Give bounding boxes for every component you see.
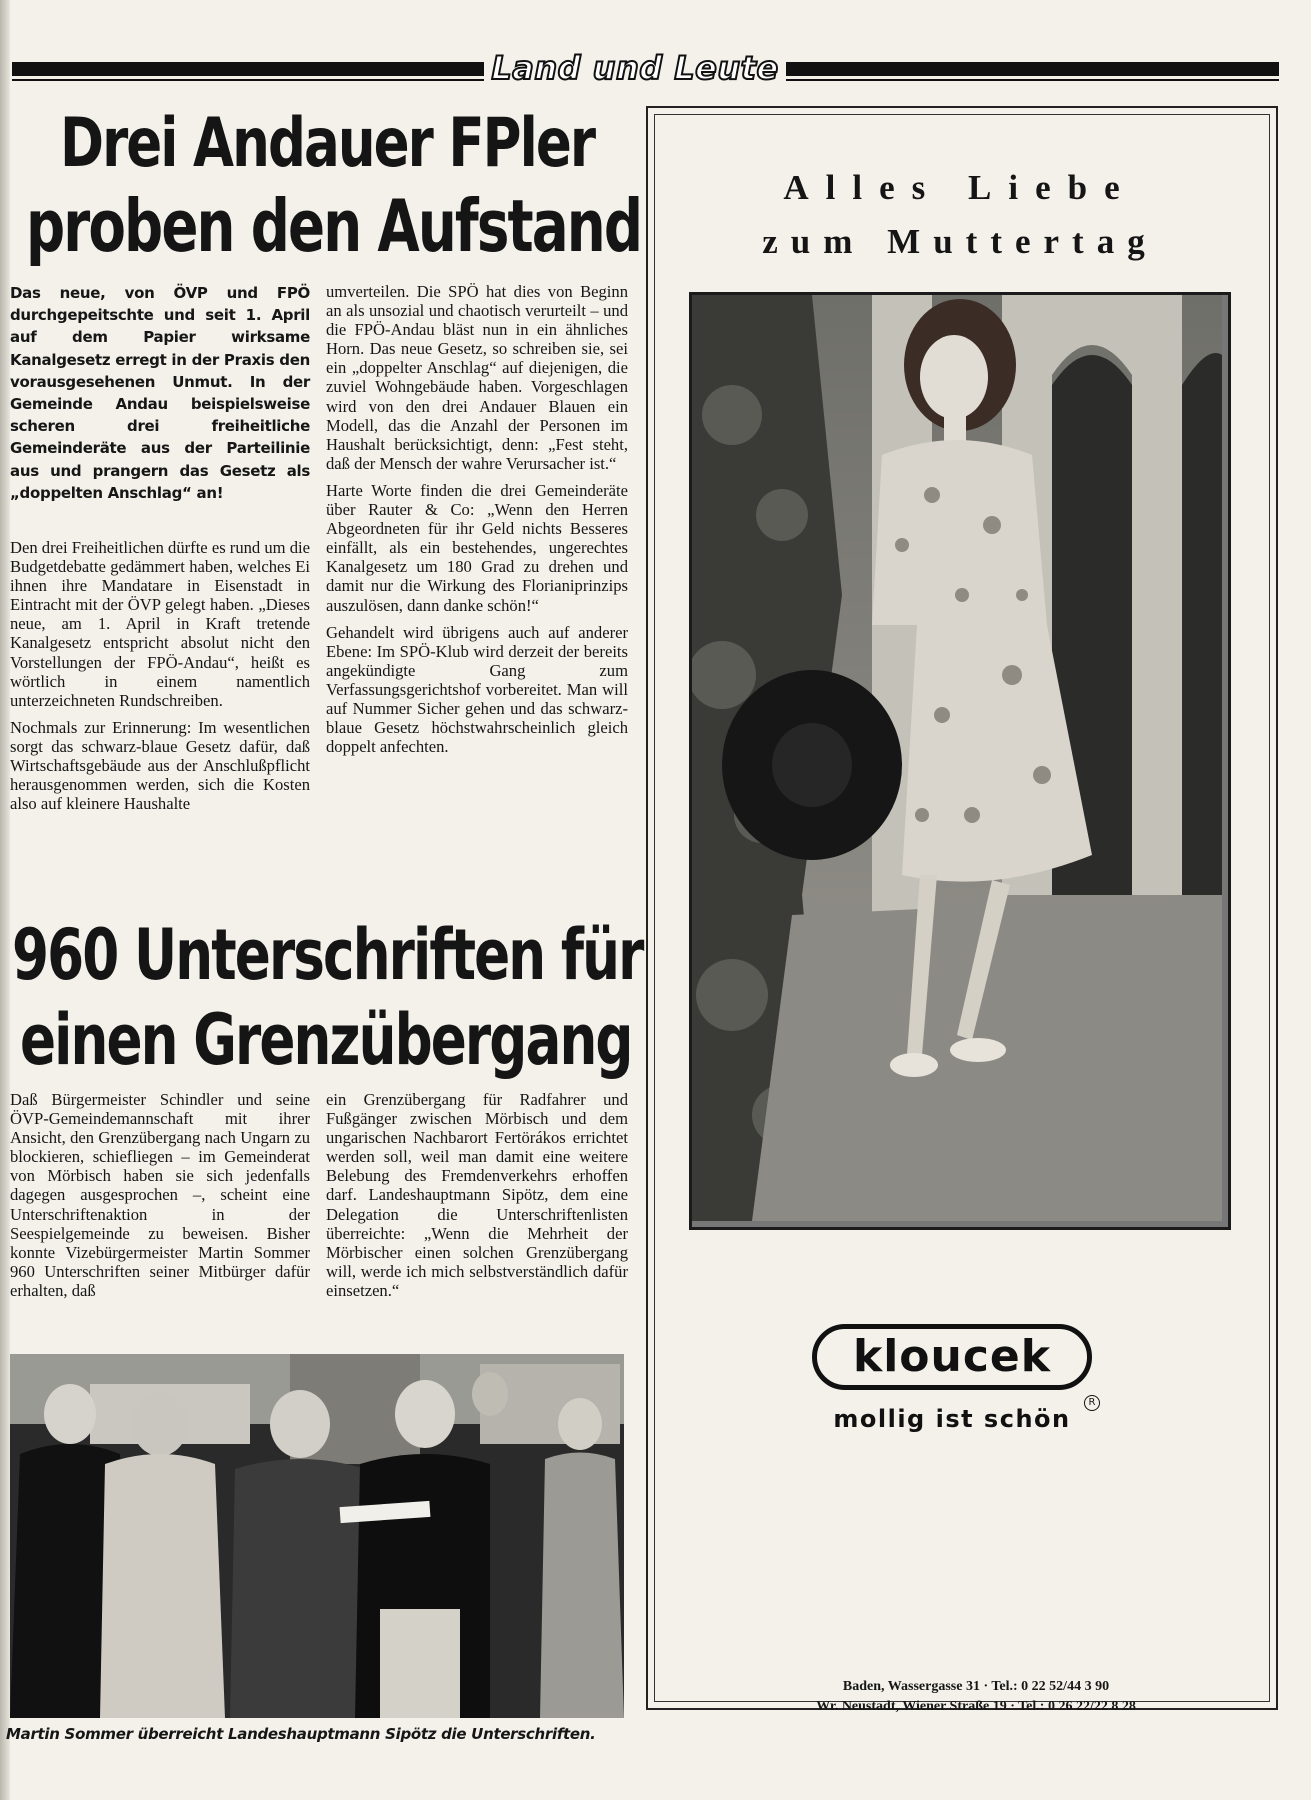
article1-headline-line2: proben den Aufstand [26,184,642,268]
article1-column1 [10,538,310,821]
header-rule-left [12,62,484,76]
page-edge [0,0,10,1800]
article2-headline-line1: 960 Unterschriften für [12,914,643,996]
ad-fashion-photo [689,292,1231,1230]
article2-column1 [10,1090,310,1308]
section-title: Land und Leute [491,49,779,87]
article1-col1-paragraph: Den drei Freiheitlichen dürfte es rund um die Budgetdebatte gedämmert haben, welches Ei ihnen ihre Mandatare in Eisenstadt in Eintracht mit der ÖVP gelegt haben. „Dieses neue, am 1. April in Kraft tretende Kanalgesetz entspricht absolut nicht den Vorstellungen der FPÖ-Andau“, heißt es wörtlich in einem namentlich unterzeichneten Rundschreiben. [10,538,310,710]
article1-headline-line1: Drei Andauer FPler [60,104,595,183]
article2-col1-paragraph: Daß Bürgermeister Schindler und seine ÖVP-Gemeindemannschaft mit ihrer Ansicht, den Grenzübergang nach Ungarn zu blockieren, schiefliegen – im Gemeinderat von Mörbisch haben sie sich jedenfalls dagegen ausgesprochen –, scheint eine Unterschriftenaktion in der Seespielgemeinde zu beweisen. Bisher konnte Vizebürgermeister Martin Sommer 960 Unterschriften seiner Mitbürger dafür erhalten, daß [10,1090,310,1300]
brand-slogan: mollig ist schön [833,1405,1071,1433]
article2-column2 [326,1090,628,1308]
ad-address-wr-neustadt: Wr. Neustadt, Wiener Straße 19 · Tel.: 0 26 22/22 8 28 [816,1699,1136,1714]
article1-col2-paragraph: umverteilen. Die SPÖ hat dies von Beginn an als unsozial und chaotisch verurteilt – und die FPÖ-Andau bläst nun in ein ähnliches Horn. Das neue Gesetz, so schreiben sie, sei ein „doppelter Anschlag“ auf diejenigen, die zuviel Wohngebäude haben. Vorgeschlagen wird von den drei Andauer Blauen ein Modell, das die Anzahl der Personen im Haushalt berücksichtigt, denn: „Fest steht, daß der Mensch der wahre Verursacher ist.“ [326,282,628,473]
ad-headline-line2: zum Muttertag [762,222,1158,261]
press-photo [10,1354,624,1718]
registered-mark: R [1084,1395,1100,1411]
ad-headline-line1: Alles Liebe [783,168,1137,207]
article1-col1-paragraph: Nochmals zur Erinnerung: Im wesentlichen sorgt das schwarz-blaue Gesetz dafür, daß Wirtschaftsgebäude aus der Anschlußpflicht herausgenommen werden, sich die Kosten also auf kleinere Haushalte [10,717,310,814]
brand-logo: kloucek [812,1324,1092,1390]
article1-col2-paragraph: Gehandelt wird übrigens auch auf anderer Ebene: Im SPÖ-Klub wird derzeit der bereits angekündigte Gang zum Verfassungsgerichtshof vorbereitet. Man will auf Nummer Sicher gehen und das schwarz-blaue Gesetz höchstwahrscheinlich gleich doppelt anfechten. [326,622,628,757]
article1-column2 [326,282,628,764]
header-rule-right [786,62,1279,76]
photo-caption: Martin Sommer überreicht Landeshauptmann Sipötz die Unterschriften. [6,1725,596,1743]
article1-lead: Das neue, von ÖVP und FPÖ durchgepeitschte und seit 1. April auf dem Papier wirksame Kanalgesetz erregt in der Praxis den vorausgesehenen Unmut. In der Gemeinde Andau beispielsweise scheren drei freiheitliche Gemeinderäte aus der Parteilinie aus und prangern das Gesetz als „doppelten Anschlag“ an! [10,284,310,502]
ad-address-baden: Baden, Wassergasse 31 · Tel.: 0 22 52/44 3 90 [842,1679,1110,1694]
article2-headline-line2: einen Grenzübergang [20,999,632,1081]
article2-col2-paragraph: ein Grenzübergang für Radfahrer und Fußgänger zwischen Mörbisch und dem ungarischen Nachbarort Fertörákos errichtet werden soll, weil man damit eine weitere Belebung des Fremdenverkehrs erhoffen darf. Landeshauptmann Sipötz, dem eine Delegation die Unterschriftenlisten überreichte: „Wenn die Mehrheit der Mörbischer einen solchen Grenzübergang will, werde ich mich selbstverständlich dafür einsetzen.“ [326,1090,628,1300]
article1-col2-paragraph: Harte Worte finden die drei Gemeinderäte über Rauter & Co: „Wenn den Herren Abgeordneten für ihr Geld nichts Besseres einfällt, als ein bestehendes, ungerechtes Kanalgesetz um 180 Grad zu drehen und damit nur die Wirkung des Florianiprinzips auszulösen, dann danke schön!“ [326,480,628,615]
